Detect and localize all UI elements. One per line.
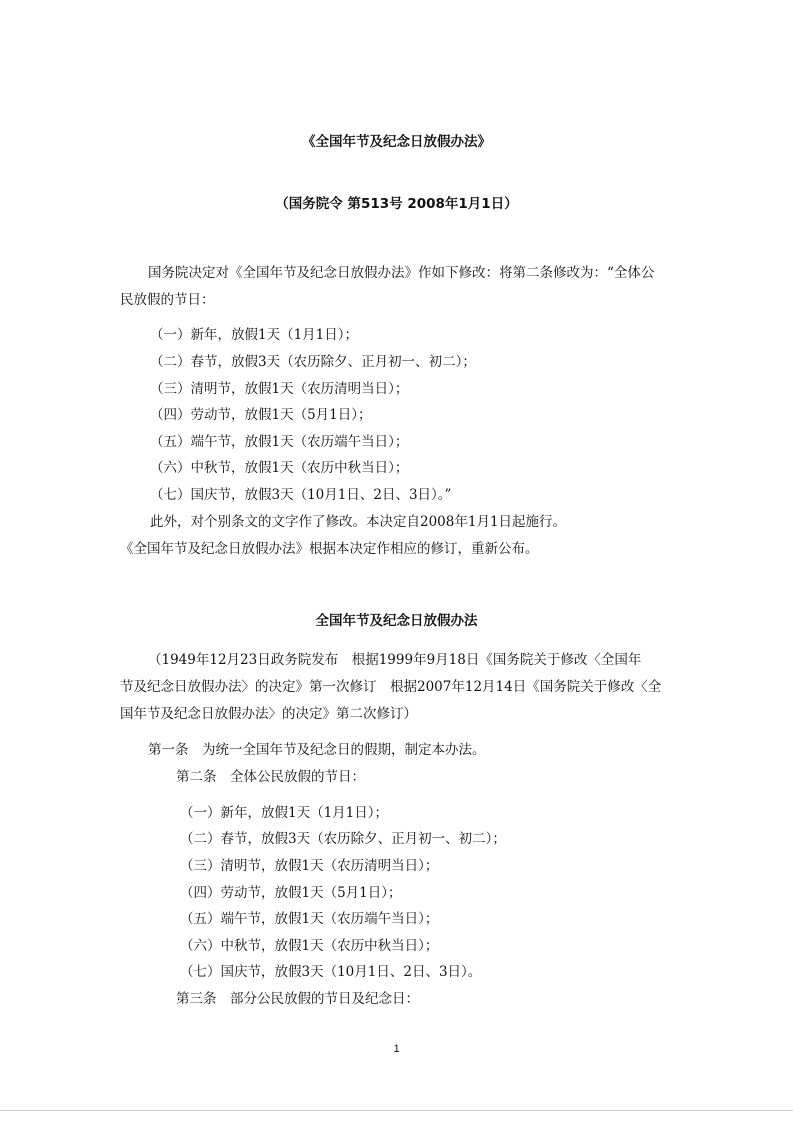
regulation-article-1: 第一条 为统一全国年节及纪念日的假期，制定本办法。 <box>148 742 486 758</box>
decree-closing-2: 《全国年节及纪念日放假办法》根据本决定作相应的修订，重新公布。 <box>120 541 539 557</box>
decree-subtitle: （国务院令 第513号 2008年1月1日） <box>275 196 518 212</box>
regulation-list-item: （六）中秋节，放假1天（农历中秋当日）； <box>180 938 439 954</box>
regulation-history-line-1: （1949年12月23日政务院发布 根据1999年9月18日《国务院关于修改〈全国年 <box>148 652 642 668</box>
regulation-history-line-2: 节及纪念日放假办法〉的决定》第一次修订 根据2007年12月14日《国务院关于修改〈全 <box>120 679 662 695</box>
regulation-list-item: （五）端午节，放假1天（农历端午当日）； <box>180 911 439 927</box>
regulation-history-line-3: 国年节及纪念日放假办法〉的决定》第二次修订） <box>120 706 417 722</box>
regulation-article-2: 第二条 全体公民放假的节日： <box>176 769 365 785</box>
regulation-list-item: （二）春节，放假3天（农历除夕、正月初一、初二）； <box>180 831 506 847</box>
decree-list-item: （二）春节，放假3天（农历除夕、正月初一、初二）； <box>150 354 476 370</box>
decree-list-item: （四）劳动节，放假1天（5月1日）； <box>150 407 372 423</box>
regulation-list-item: （四）劳动节，放假1天（5月1日）； <box>180 885 402 901</box>
decree-list-item: （六）中秋节，放假1天（农历中秋当日）； <box>150 460 409 476</box>
decree-list-item: （一）新年，放假1天（1月1日）； <box>150 327 359 343</box>
decree-intro-line-2: 民放假的节日： <box>120 292 215 308</box>
regulation-list-item: （一）新年，放假1天（1月1日）； <box>180 805 389 821</box>
decree-list-item: （七）国庆节，放假3天（10月1日、2日、3日）。” <box>150 487 452 503</box>
decree-intro-line-1: 国务院决定对《全国年节及纪念日放假办法》作如下修改：将第二条修改为：“全体公 <box>148 265 655 281</box>
regulation-title: 全国年节及纪念日放假办法 <box>315 613 478 629</box>
page-bottom-divider <box>0 1110 793 1111</box>
decree-list-item: （五）端午节，放假1天（农历端午当日）； <box>150 434 409 450</box>
regulation-list-item: （三）清明节，放假1天（农历清明当日）； <box>180 858 439 874</box>
decree-title: 《全国年节及纪念日放假办法》 <box>302 134 491 150</box>
decree-closing-1: 此外，对个别条文的文字作了修改。本决定自2008年1月1日起施行。 <box>150 514 567 530</box>
regulation-list-item: （七）国庆节，放假3天（10月1日、2日、3日）。 <box>180 964 482 980</box>
regulation-article-3: 第三条 部分公民放假的节日及纪念日： <box>176 991 419 1007</box>
decree-list-item: （三）清明节，放假1天（农历清明当日）； <box>150 381 409 397</box>
page-number: 1 <box>393 1043 400 1055</box>
